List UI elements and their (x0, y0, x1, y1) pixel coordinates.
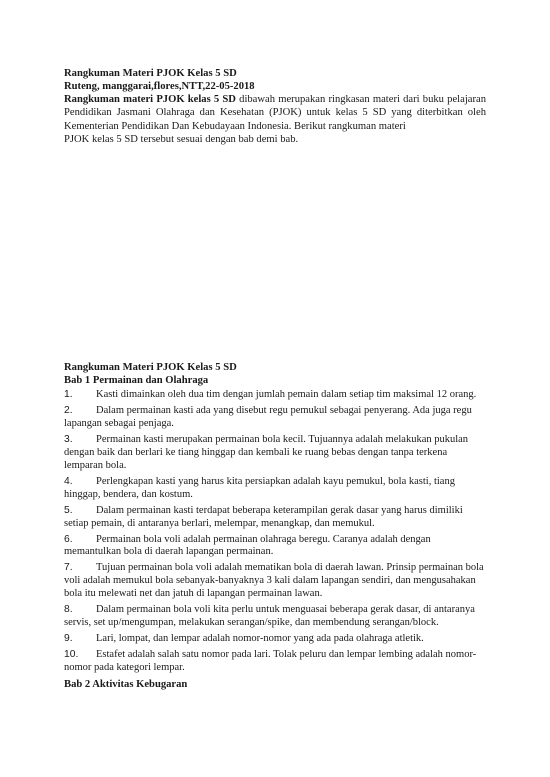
chapter-1-heading: Bab 1 Permainan dan Olahraga (64, 375, 209, 386)
intro-section (64, 67, 486, 147)
item-number: 4. (64, 475, 73, 487)
list-item (64, 434, 486, 473)
list-item (64, 389, 486, 402)
document-title: Rangkuman Materi PJOK Kelas 5 SD (64, 68, 237, 79)
item-number: 1. (64, 389, 73, 400)
item-text: Permainan bola voli adalah permainan olahraga beregu. Caranya adalah dengan memantulkan bola di daerah lapangan permainan. (64, 533, 431, 558)
item-number: 9. (64, 633, 73, 645)
intro-closing-line: PJOK kelas 5 SD tersebut sesuai dengan bab demi bab. (64, 134, 299, 146)
intro-paragraph (64, 93, 486, 133)
chapter-1-list (64, 389, 486, 675)
item-number: 7. (64, 562, 73, 574)
item-text: Kasti dimainkan oleh dua tim dengan jumlah pemain dalam setiap tim maksimal 12 orang. (96, 389, 477, 400)
intro-body: dibawah merupakan ringkasan materi dari buku pelajaran Pendidikan Jasmani Olahraga dan Kesehatan (PJOK) untuk kelas 5 SD yang diterbitkan oleh Kementerian Pendidikan Dan Kebudayaan Indonesia. Berikut rangkuman materi (64, 94, 486, 132)
item-number: 6. (64, 533, 73, 545)
section-title: Rangkuman Materi PJOK Kelas 5 SD (64, 362, 237, 373)
item-number: 2. (64, 405, 73, 416)
item-number: 5. (64, 504, 73, 516)
list-item (64, 562, 486, 601)
list-item (64, 649, 486, 675)
chapter-2-heading: Bab 2 Aktivitas Kebugaran (64, 679, 188, 691)
list-item (64, 633, 486, 646)
item-text: Permainan kasti merupakan permainan bola kecil. Tujuannya adalah melakukan pukulan dengan baik dan berlari ke tiang hinggap dan kembali ke ruang bebas dengan tanpa terkena lemparan bola. (64, 433, 469, 471)
intro-lead: Rangkuman materi PJOK kelas 5 SD (64, 94, 236, 105)
item-text: Estafet adalah salah satu nomor pada lari. Tolak peluru dan lempar lembing adalah nomor-nomor pada kategori lempar. (64, 649, 477, 674)
dateline: Ruteng, manggarai,flores,NTT,22-05-2018 (64, 81, 255, 92)
item-text: Lari, lompat, dan lempar adalah nomor-nomor yang ada pada olahraga atletik. (96, 633, 424, 645)
item-text: Dalam permainan kasti ada yang disebut regu pemukul sebagai penyerang. Ada juga regu lapangan sebagai penjaga. (64, 405, 472, 429)
item-text: Dalam permainan bola voli kita perlu untuk menguasai beberapa gerak dasar, di antaranya servis, set up/mengumpan, melakukan serangan/spike, dan membendung serangan/block. (64, 604, 475, 629)
item-text: Tujuan permainan bola voli adalah mematikan bola di daerah lawan. Prinsip permainan bola voli adalah memukul bola sebanyak-banyaknya 3 kali dalam lapangan sendiri, dan mengusahakan bola itu melewati net dan jatuh di lapangan permainan lawan. (64, 562, 484, 600)
list-item (64, 405, 486, 431)
summary-section (64, 361, 486, 691)
item-text: Perlengkapan kasti yang harus kita persiapkan adalah kayu pemukul, bola kasti, tiang hinggap, bendera, dan kostum. (64, 475, 455, 500)
list-item (64, 476, 486, 502)
list-item (64, 505, 486, 531)
list-item (64, 604, 486, 630)
item-number: 8. (64, 604, 73, 616)
item-text: Dalam permainan kasti terdapat beberapa keterampilan gerak dasar yang harus dimiliki setiap pemain, di antaranya berlari, melempar, menangkap, dan memukul. (64, 504, 463, 529)
list-item (64, 534, 486, 560)
item-number: 10. (64, 649, 79, 661)
item-number: 3. (64, 433, 73, 445)
